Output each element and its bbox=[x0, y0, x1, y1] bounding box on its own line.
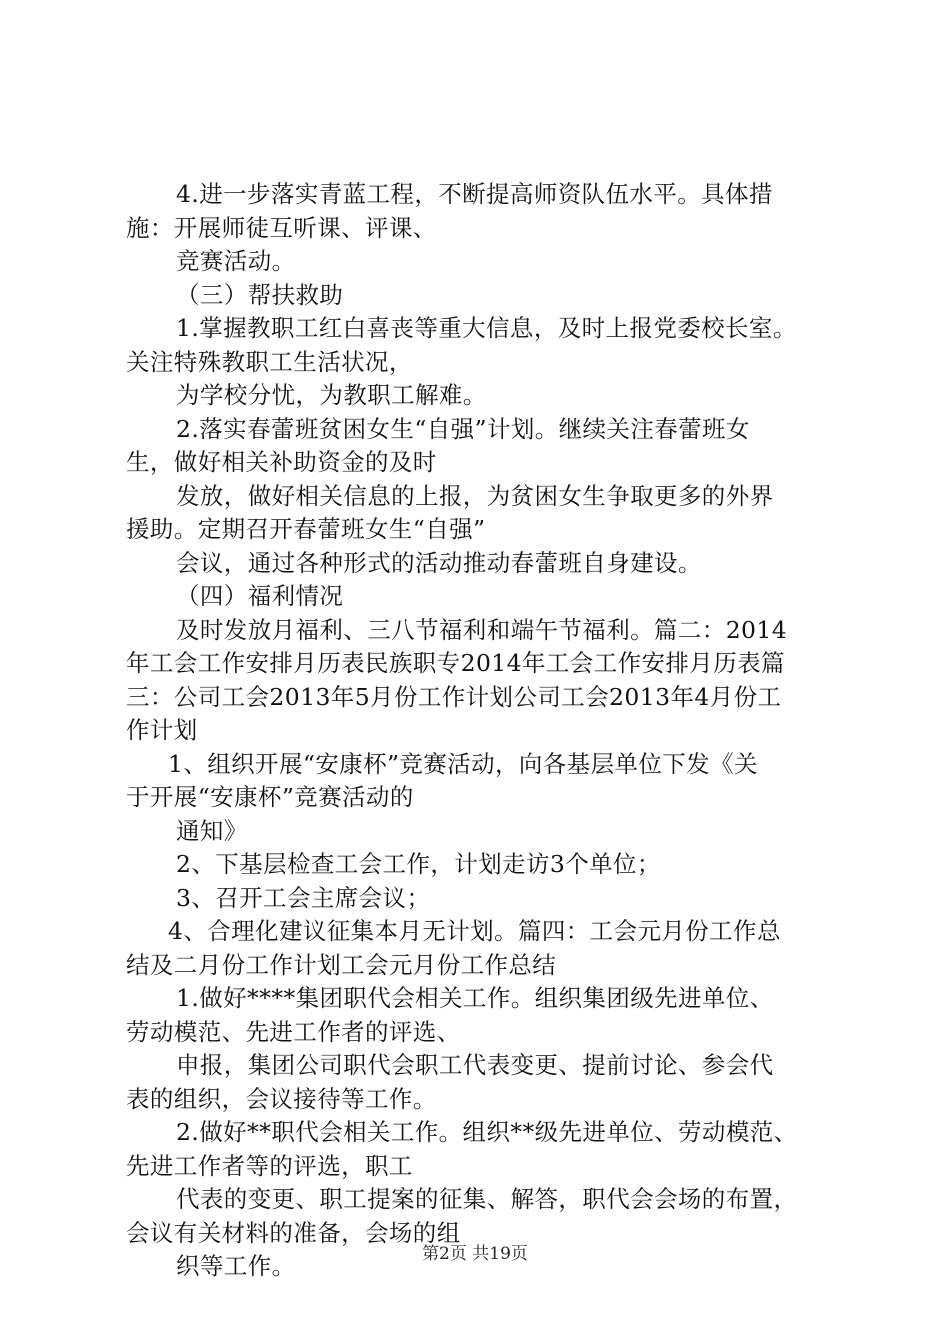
text-line: 作计划 bbox=[126, 716, 198, 744]
text-line: 1、组织开展“安康杯”竞赛活动，向各基层单位下发《关 bbox=[168, 749, 758, 778]
text-line: 1.做好****集团职代会相关工作。组织集团级先进单位、 bbox=[176, 984, 774, 1012]
text-line: 4.进一步落实青蓝工程，不断提高师资队伍水平。具体措 bbox=[176, 180, 773, 208]
text-line: 于开展“安康杯”竞赛活动的 bbox=[126, 783, 414, 811]
text-line: 3、召开工会主席会议； bbox=[176, 883, 431, 912]
text-line: 劳动模范、先进工作者的评选、 bbox=[126, 1017, 461, 1046]
text-line: 结及二月份工作计划工会元月份工作总结 bbox=[126, 950, 557, 979]
text-line: 4、合理化建议征集本月无计划。篇四：工会元月份工作总 bbox=[168, 917, 781, 945]
text-line: （四）福利情况 bbox=[176, 582, 344, 610]
text-line: 生，做好相关补助资金的及时 bbox=[126, 448, 437, 476]
text-line: 先进工作者等的评选，职工 bbox=[126, 1151, 413, 1180]
text-line: 2、下基层检查工会工作，计划走访3个单位； bbox=[176, 850, 661, 878]
text-line: 通知》 bbox=[176, 816, 248, 845]
text-line: 施：开展师徒互听课、评课、 bbox=[126, 213, 437, 242]
text-line: 表的组织，会议接待等工作。 bbox=[126, 1084, 437, 1113]
text-line: 及时发放月福利、三八节福利和端午节福利。篇二：2014 bbox=[176, 615, 788, 644]
text-line: 关注特殊教职工生活状况， bbox=[126, 347, 413, 376]
text-line: 年工会工作安排月历表民族职专2014年工会工作安排月历表篇 bbox=[126, 649, 785, 677]
text-line: 织等工作。 bbox=[176, 1252, 296, 1280]
body-text bbox=[126, 178, 856, 1284]
text-line: 援助。定期召开春蕾班女生“自强” bbox=[126, 515, 486, 543]
text-line: 申报，集团公司职代会职工代表变更、提前讨论、参会代 bbox=[176, 1051, 774, 1079]
page-footer: 第2页 共19页 bbox=[422, 1244, 528, 1264]
text-line: 会议，通过各种形式的活动推动春蕾班自身建设。 bbox=[176, 548, 702, 577]
text-line: 竞赛活动。 bbox=[176, 247, 296, 275]
text-line: 三：公司工会2013年5月份工作计划公司工会2013年4月份工 bbox=[126, 682, 782, 711]
text-line: 发放，做好相关信息的上报，为贫困女生争取更多的外界 bbox=[176, 481, 774, 510]
text-line: 代表的变更、职工提案的征集、解答，职代会会场的布置， bbox=[176, 1185, 798, 1213]
text-line: 2.落实春蕾班贫困女生“自强”计划。继续关注春蕾班女 bbox=[176, 414, 750, 443]
text-line: 1.掌握教职工红白喜丧等重大信息，及时上报党委校长室。 bbox=[176, 314, 797, 342]
text-line: 会议有关材料的准备，会场的组 bbox=[126, 1218, 461, 1247]
text-line: （三）帮扶救助 bbox=[176, 280, 344, 309]
text-line: 2.做好**职代会相关工作。组织**级先进单位、劳动模范、 bbox=[176, 1118, 798, 1146]
text-line: 为学校分忧，为教职工解难。 bbox=[176, 381, 487, 409]
